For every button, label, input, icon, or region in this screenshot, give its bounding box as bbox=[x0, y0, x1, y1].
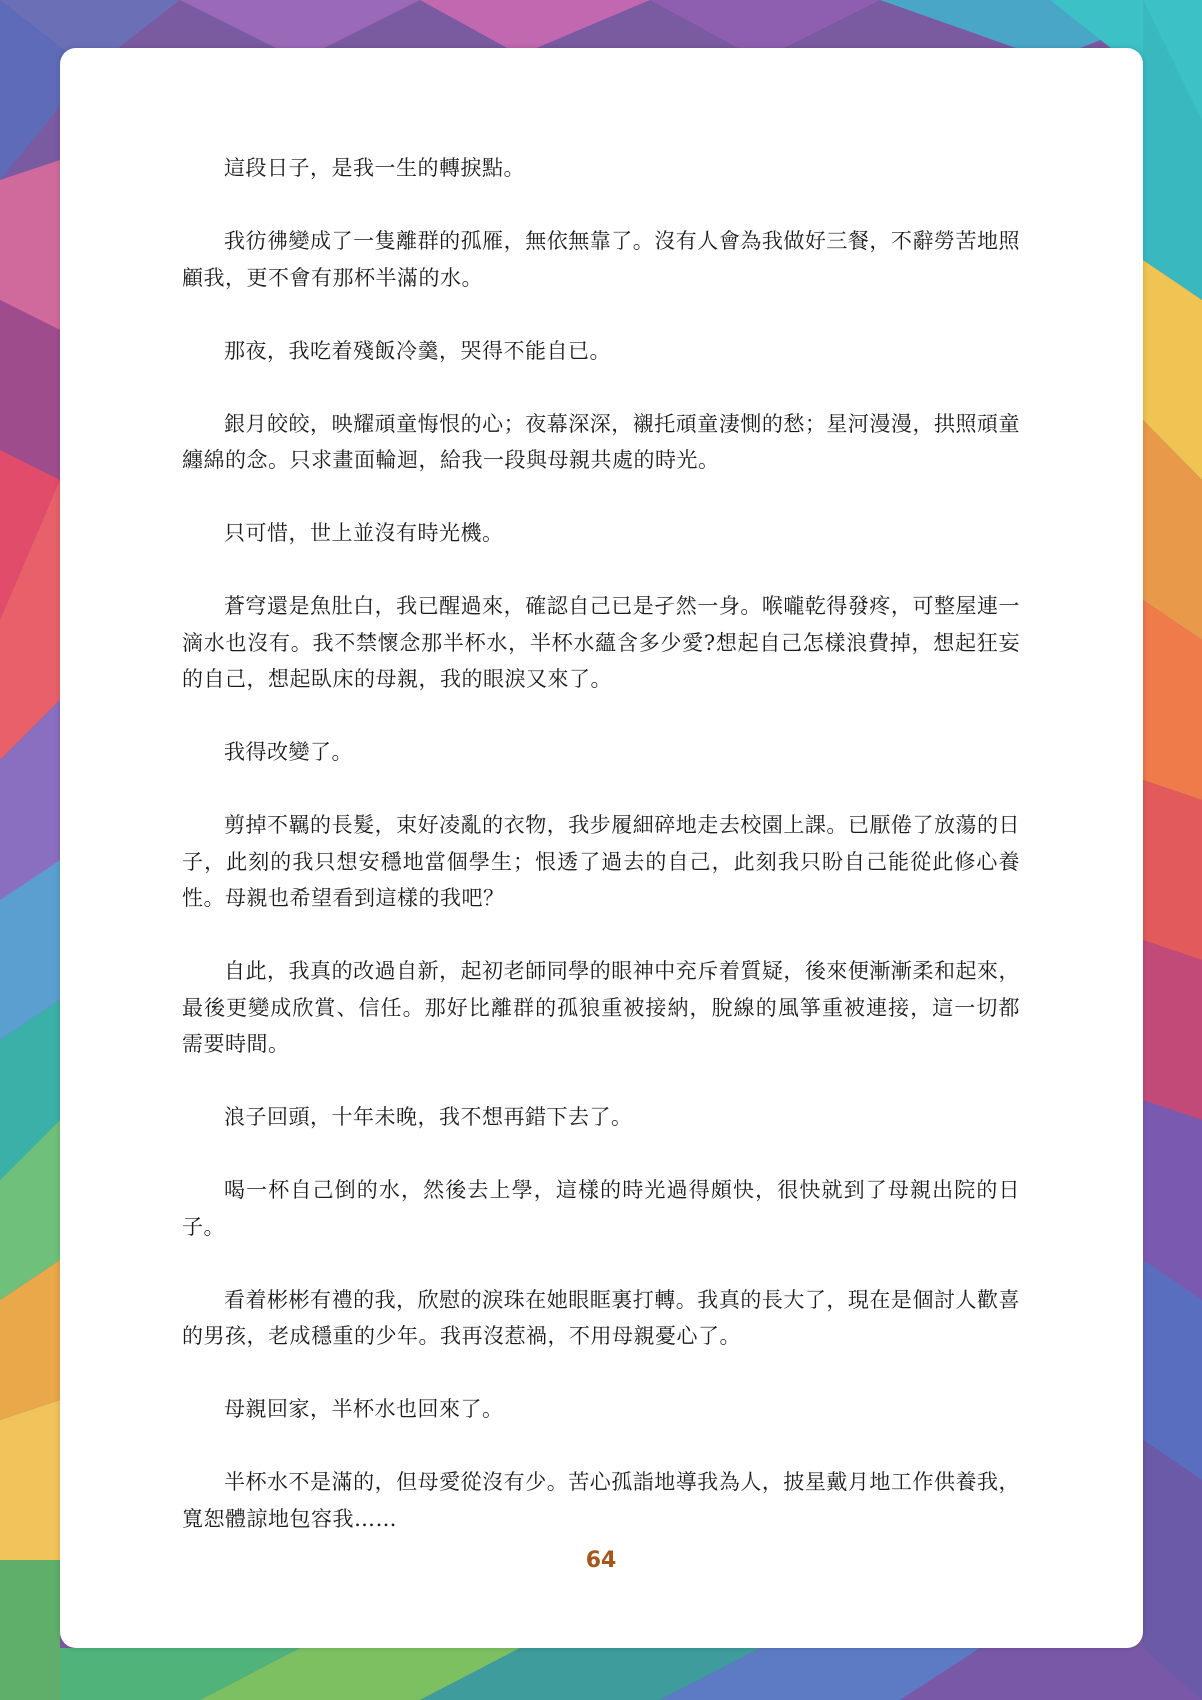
body-text bbox=[182, 150, 1020, 1537]
paragraph: 這段日子，是我一生的轉捩點。 bbox=[224, 156, 525, 180]
paragraph: 我得改變了。 bbox=[224, 740, 353, 764]
paragraph: 只可惜，世上並沒有時光機。 bbox=[224, 521, 504, 545]
paragraph: 母親回家，半杯水也回來了。 bbox=[224, 1397, 504, 1421]
paragraph: 銀月皎皎，映耀頑童悔恨的心；夜幕深深，襯托頑童淒惻的愁；星河漫漫，拱照頑童纏綿的念。只求畫面輪迴，給我一段與母親共處的時光。 bbox=[182, 411, 1020, 472]
paragraph: 喝一杯自己倒的水，然後去上學，這樣的時光過得頗快，很快就到了母親出院的日子。 bbox=[182, 1178, 1020, 1239]
paragraph: 我彷彿變成了一隻離群的孤雁，無依無靠了。沒有人會為我做好三餐，不辭勞苦地照顧我，更不會有那杯半滿的水。 bbox=[182, 229, 1020, 290]
paragraph: 那夜，我吃着殘飯冷羹，哭得不能自已。 bbox=[224, 338, 611, 363]
paragraph: 看着彬彬有禮的我，欣慰的淚珠在她眼眶裏打轉。我真的長大了，現在是個討人歡喜的男孩，老成穩重的少年。我再沒惹禍，不用母親憂心了。 bbox=[182, 1287, 1020, 1348]
paragraph: 剪掉不羈的長髮，束好凌亂的衣物，我步履細碎地走去校園上課。已厭倦了放蕩的日子，此刻的我只想安穩地當個學生；恨透了過去的自己，此刻我只盼自己能從此修心養性。母親也希望看到這樣的我吧？ bbox=[182, 813, 1020, 910]
paragraph: 浪子回頭，十年未晚，我不想再錯下去了。 bbox=[224, 1105, 633, 1129]
paragraph: 自此，我真的改過自新，起初老師同學的眼神中充斥着質疑，後來便漸漸柔和起來，最後更變成欣賞、信任。那好比離群的孤狼重被接納，脫線的風箏重被連接，這一切都需要時間。 bbox=[182, 959, 1020, 1056]
paragraph: 半杯水不是滿的，但母愛從沒有少。苦心孤詣地導我為人，披星戴月地工作供養我，寬恕體諒地包容我…… bbox=[182, 1470, 1020, 1531]
paragraph: 蒼穹還是魚肚白，我已醒過來，確認自己已是孑然一身。喉嚨乾得發疼，可整屋連一滴水也沒有。我不禁懷念那半杯水，半杯水蘊含多少愛?想起自己怎樣浪費掉，想起狂妄的自己，想起臥床的母親，我的眼淚又來了。 bbox=[182, 594, 1020, 691]
page-number: 64 bbox=[585, 1548, 617, 1573]
